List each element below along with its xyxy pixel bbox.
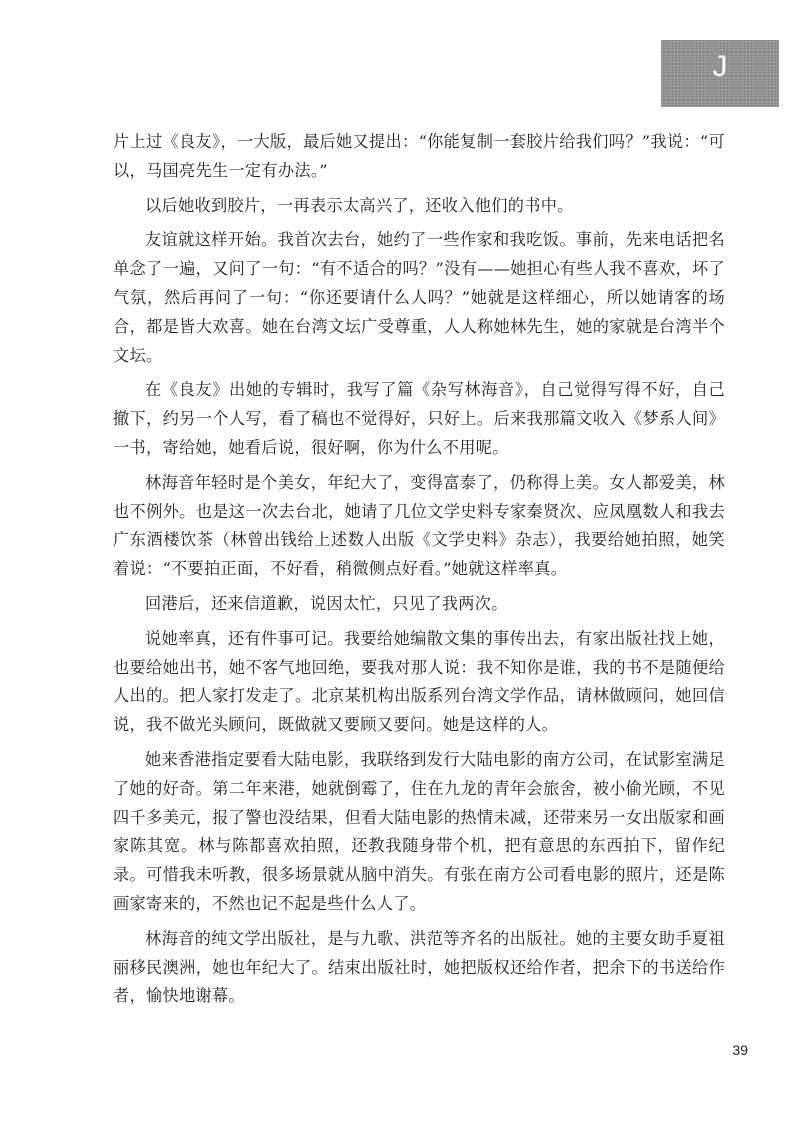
paragraph: 友谊就这样开始。我首次去台，她约了一些作家和我吃饭。事前，先来电话把名单念了一遍，又问了一句：“有不适合的吗？”没有——她担心有些人我不喜欢，坏了气氛，然后再问了一句：“你还要请什么人吗？”她就是这样细心，所以她请客的场合，都是皆大欢喜。她在台湾文坛广受尊重，人人称她林先生，她的家就是台湾半个文坛。 xyxy=(113,230,725,365)
paragraph: 以后她收到胶片，一再表示太高兴了，还收入他们的书中。 xyxy=(145,195,574,215)
paragraph: 林海音的纯文学出版社，是与九歌、洪范等齐名的出版社。她的主要女助手夏祖丽移民澳洲，她也年纪大了。结束出版社时，她把版权还给作者，把余下的书送给作者，愉快地谢幕。 xyxy=(113,928,725,1006)
paragraph-continuation: 片上过《良友》，一大版，最后她又提出：“你能复制一套胶片给我们吗？”我说：“可以，马国亮先生一定有办法。” xyxy=(113,132,725,180)
paragraph: 回港后，还来信道歉，说因太忙，只见了我两次。 xyxy=(145,593,508,613)
article-body xyxy=(113,128,725,1017)
paragraph: 说她率真，还有件事可记。我要给她编散文集的事传出去，有家出版社找上她，也要给她出书，她不客气地回绝，要我对那人说：我不知你是谁，我的书不是随便给人出的。把人家打发走了。北京某机构出版系列台湾文学作品，请林做顾问，她回信说，我不做光头顾问，既做就又要顾又要问。她是这样的人。 xyxy=(113,628,725,735)
section-letter: J xyxy=(712,50,728,83)
page-number: 39 xyxy=(732,1042,748,1058)
section-tab xyxy=(661,40,779,107)
paragraph: 林海音年轻时是个美女，年纪大了，变得富泰了，仍称得上美。女人都爱美，林也不例外。也是这一次去台北，她请了几位文学史料专家秦贤次、应凤凰数人和我去广东酒楼饮茶（林曾出钱给上述数人出版《文学史料》杂志），我要给她拍照，她笑着说：“不要拍正面，不好看，稍微侧点好看。”她就这样率真。 xyxy=(113,472,725,579)
paragraph: 在《良友》出她的专辑时，我写了篇《杂写林海音》，自己觉得写得不好，自己撤下，约另一个人写，看了稿也不觉得好，只好上。后来我那篇文收入《梦系人间》一书，寄给她，她看后说，很好啊，你为什么不用呢。 xyxy=(113,380,725,457)
paragraph: 她来香港指定要看大陆电影，我联络到发行大陆电影的南方公司，在试影室满足了她的好奇。第二年来港，她就倒霉了，住在九龙的青年会旅舍，被小偷光顾，不见四千多美元，报了警也没结果，但看大陆电影的热情未减，还带来另一女出版家和画家陈其宽。林与陈都喜欢拍照，还教我随身带个机，把有意思的东西拍下，留作纪录。可惜我未听教，很多场景就从脑中消失。有张在南方公司看电影的照片，还是陈画家寄来的，不然也记不起是些什么人了。 xyxy=(113,749,725,913)
